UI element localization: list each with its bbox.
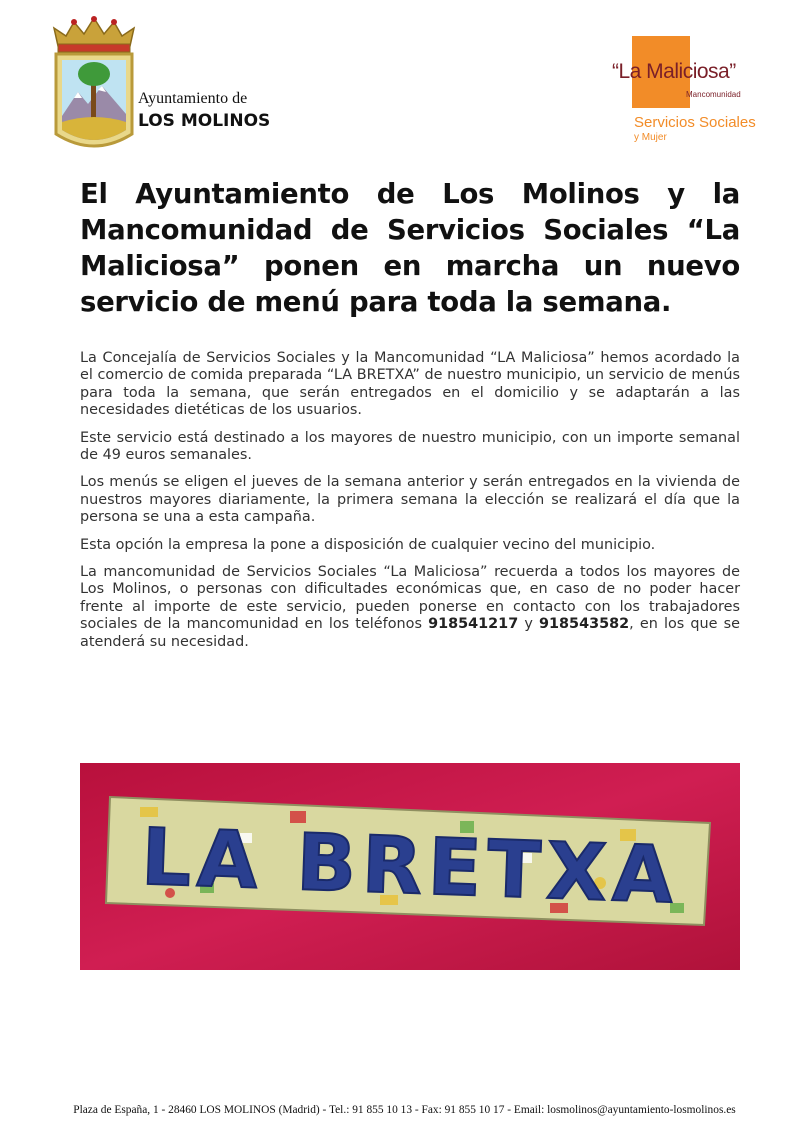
mancomunidad-logo bbox=[606, 36, 766, 151]
phone-number-1: 918541217 bbox=[428, 616, 519, 633]
paragraph-3: Los menús se eligen el jueves de la semana anterior y serán entregados en la vivienda de nuestros mayores diariamente, la primera semana la elección se realizará el día que la persona se una a esta campaña. bbox=[80, 474, 740, 526]
municipality-name: LOS MOLINOS bbox=[138, 111, 271, 131]
footer-address: Plaza de España, 1 - 28460 LOS MOLINOS (Madrid) - Tel.: 91 855 10 13 - Fax: 91 855 10 17 - Email: losmolinos@ayuntamiento-losmolinos.es bbox=[73, 1104, 736, 1116]
municipal-crest-logo bbox=[44, 16, 144, 156]
paragraph-1: La Concejalía de Servicios Sociales y la Mancomunidad “LA Maliciosa” hemos acordado la el comercio de comida preparada “LA BRETXA” de nuestro municipio, un servicio de menús para toda la semana, que serán entregados en el domicilio y se adaptarán a las necesidades dietéticas de los usuarios. bbox=[80, 350, 740, 419]
paragraph-5-text: La mancomunidad de Servicios Sociales “La Maliciosa” recuerda a todos los mayores de Los Molinos, o personas con dificultades económicas que, en caso de no poder hacer frente al importe de este servicio, pueden ponerse en contacto con los trabajadores sociales de la mancomunidad en los teléfonos bbox=[80, 564, 740, 633]
paragraph-5-and: y bbox=[518, 616, 540, 633]
article-headline: El Ayuntamiento de Los Molinos y la Mancomunidad de Servicios Sociales “La Maliciosa” ponen en marcha un nuevo servicio de menú para toda la semana. bbox=[80, 178, 740, 318]
mancomunidad-subtitle: Mancomunidad bbox=[686, 90, 741, 99]
mancomunidad-services: Servicios Sociales bbox=[634, 114, 756, 131]
paragraph-5-end: , en los que se atenderá su necesidad. bbox=[80, 616, 741, 650]
mancomunidad-name: “La Maliciosa” bbox=[612, 60, 736, 83]
mancomunidad-women: y Mujer bbox=[634, 132, 667, 143]
municipality-line1: Ayuntamiento de bbox=[138, 90, 248, 107]
municipality-label bbox=[138, 90, 270, 131]
paragraph-4: Esta opción la empresa la pone a disposición de cualquier vecino del municipio. bbox=[80, 536, 656, 553]
paragraph-2: Este servicio está destinado a los mayores de nuestro municipio, con un importe semanal de 49 euros semanales. bbox=[80, 429, 740, 464]
sign-text: LA BRETXA bbox=[139, 812, 681, 922]
article-body bbox=[80, 350, 740, 661]
la-bretxa-sign-photo bbox=[80, 763, 740, 970]
paragraph-5 bbox=[80, 564, 740, 651]
phone-number-2: 918543582 bbox=[539, 616, 630, 633]
